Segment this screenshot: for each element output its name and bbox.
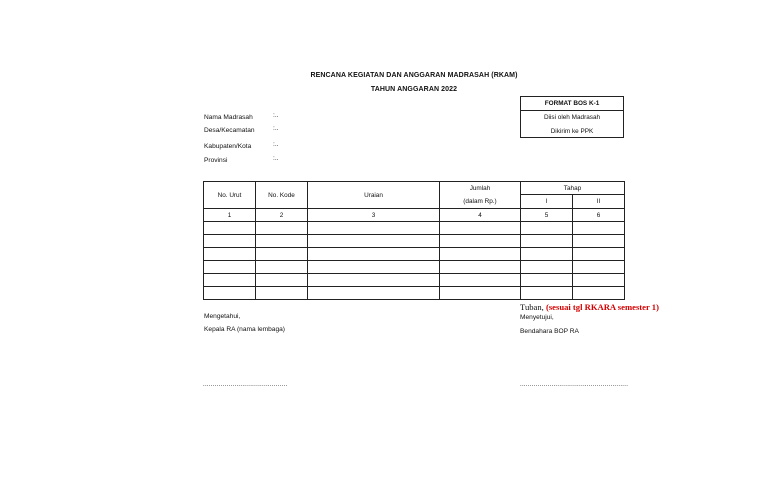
table-row bbox=[204, 261, 625, 274]
table-cell bbox=[521, 261, 573, 274]
table-row bbox=[204, 222, 625, 235]
table-row bbox=[204, 248, 625, 261]
signature-right-line: ....................................................... bbox=[520, 382, 629, 388]
field-label-kabupaten-kota: Kabupaten/Kota bbox=[204, 143, 252, 150]
table-cell bbox=[308, 235, 440, 248]
table-cell bbox=[521, 235, 573, 248]
signature-left-label-1: Mengetahui, bbox=[204, 313, 241, 320]
format-box-heading: FORMAT BOS K-1 bbox=[521, 97, 623, 111]
signature-right-label-1: Menyetujui, bbox=[520, 314, 554, 321]
field-colon-provinsi: :.. bbox=[273, 155, 279, 162]
table-cell bbox=[440, 248, 521, 261]
table-cell bbox=[440, 287, 521, 300]
column-number: 6 bbox=[573, 209, 625, 222]
table-cell bbox=[521, 274, 573, 287]
table-cell bbox=[573, 261, 625, 274]
column-number: 3 bbox=[308, 209, 440, 222]
table-cell bbox=[256, 222, 308, 235]
format-box-line-2: Dikirim ke PPK bbox=[550, 128, 594, 135]
table-cell bbox=[573, 287, 625, 300]
table-cell bbox=[573, 222, 625, 235]
table-cell bbox=[573, 274, 625, 287]
document-title: RENCANA KEGIATAN DAN ANGGARAN MADRASAH (RKAM) bbox=[310, 72, 518, 79]
field-label-nama-madrasah: Nama Madrasah bbox=[204, 114, 253, 121]
field-colon-desa-kecamatan: :.. bbox=[273, 125, 279, 132]
header-jumlah-line-2: (dalam Rp.) bbox=[463, 198, 497, 205]
table-cell bbox=[440, 274, 521, 287]
table-header-row-1 bbox=[204, 182, 625, 195]
signature-right-label-2: Bendahara BOP RA bbox=[520, 328, 579, 335]
signature-left-line: ........................................... bbox=[203, 382, 288, 388]
field-label-desa-kecamatan: Desa/Kecamatan bbox=[204, 127, 255, 134]
table-cell bbox=[308, 274, 440, 287]
table-cell bbox=[256, 274, 308, 287]
table-cell bbox=[308, 287, 440, 300]
table-cell bbox=[204, 222, 256, 235]
header-no-kode: No. Kode bbox=[256, 182, 308, 209]
header-no-urut: No. Urut bbox=[204, 182, 256, 209]
format-box bbox=[520, 96, 624, 138]
table-cell bbox=[308, 222, 440, 235]
field-label-provinsi: Provinsi bbox=[204, 157, 228, 164]
table-cell bbox=[521, 248, 573, 261]
column-number: 1 bbox=[204, 209, 256, 222]
table-cell bbox=[256, 248, 308, 261]
table-cell bbox=[204, 261, 256, 274]
table-cell bbox=[440, 261, 521, 274]
header-jumlah bbox=[440, 182, 521, 209]
rkam-table bbox=[203, 181, 625, 300]
table-row bbox=[204, 235, 625, 248]
table-cell bbox=[256, 261, 308, 274]
format-box-line-1: Diisi oleh Madrasah bbox=[543, 114, 601, 121]
header-uraian: Uraian bbox=[308, 182, 440, 209]
header-tahap-2: II bbox=[573, 195, 625, 209]
table-cell bbox=[573, 235, 625, 248]
column-number: 2 bbox=[256, 209, 308, 222]
header-jumlah-line-1: Jumlah bbox=[469, 185, 491, 192]
table-cell bbox=[204, 274, 256, 287]
document-subtitle: TAHUN ANGGARAN 2022 bbox=[370, 86, 458, 93]
table-cell bbox=[256, 235, 308, 248]
field-colon-kabupaten-kota: :.. bbox=[273, 141, 279, 148]
table-cell bbox=[440, 222, 521, 235]
table-cell bbox=[521, 287, 573, 300]
table-cell bbox=[308, 261, 440, 274]
table-cell bbox=[440, 235, 521, 248]
table-column-number-row bbox=[204, 209, 625, 222]
table-cell bbox=[204, 235, 256, 248]
column-number: 5 bbox=[521, 209, 573, 222]
header-tahap: Tahap bbox=[521, 182, 625, 195]
signature-right-place: Tuban, bbox=[520, 302, 546, 312]
table-cell bbox=[308, 248, 440, 261]
table-cell bbox=[256, 287, 308, 300]
table-row bbox=[204, 287, 625, 300]
signature-right-date-note: (sesuai tgl RKARA semester 1) bbox=[545, 302, 659, 312]
header-tahap-1: I bbox=[521, 195, 573, 209]
signature-right-date-line bbox=[520, 302, 659, 312]
table-cell bbox=[573, 248, 625, 261]
table-cell bbox=[204, 248, 256, 261]
table-row bbox=[204, 274, 625, 287]
field-colon-nama-madrasah: :.. bbox=[273, 112, 279, 119]
table-cell bbox=[521, 222, 573, 235]
table-cell bbox=[204, 287, 256, 300]
signature-left-label-2: Kepala RA (nama lembaga) bbox=[204, 326, 286, 333]
column-number: 4 bbox=[440, 209, 521, 222]
